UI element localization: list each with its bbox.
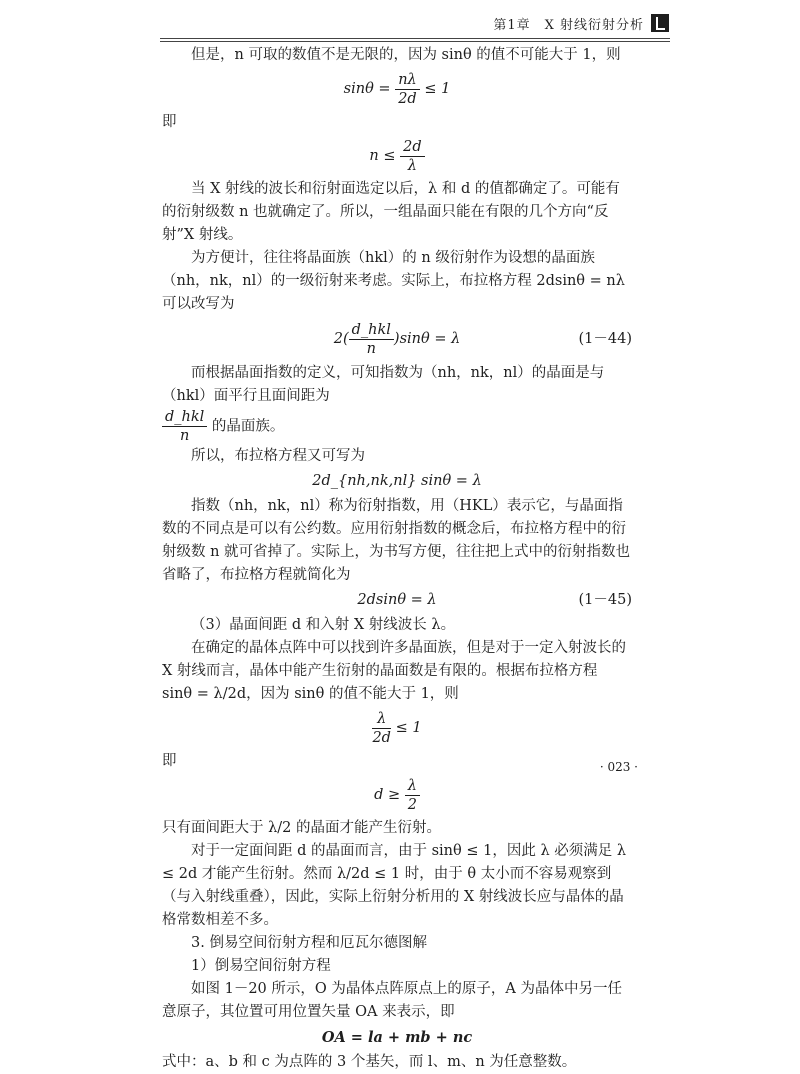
equation-number: (1－44) — [578, 331, 632, 347]
equation-left: d ≥ — [374, 787, 401, 803]
equation-left: n ≤ — [369, 148, 396, 164]
paragraph — [162, 408, 632, 445]
fraction — [372, 710, 391, 747]
chapter-corner-icon — [651, 14, 669, 32]
equation-right: ≤ 1 — [424, 81, 451, 97]
equation — [162, 69, 632, 109]
denominator: λ — [407, 157, 417, 174]
paragraph: 所以，布拉格方程又可写为 — [191, 448, 365, 464]
equation — [162, 136, 632, 176]
equation — [162, 318, 632, 360]
page-number: · 023 · — [599, 760, 638, 774]
fraction — [162, 408, 207, 445]
fraction — [400, 138, 425, 175]
denominator: n — [366, 340, 376, 357]
equation: 2d_{nh,nk,nl} sinθ = λ — [312, 473, 482, 489]
equation-right: )sinθ = λ — [393, 331, 461, 347]
paragraph: 为方便计，往往将晶面族（hkl）的 n 级衍射作为设想的晶面族（nh，nk，nl）的一级衍射来考虑。实际上，布拉格方程 2dsinθ = nλ 可以改写为 — [162, 250, 625, 312]
equation: OA = la + mb + nc — [321, 1029, 473, 1046]
numerator: λ — [405, 777, 420, 796]
fraction — [395, 71, 420, 108]
equation-left: sinθ = — [343, 81, 391, 97]
ji-label: 即 — [162, 753, 177, 769]
equation — [162, 708, 632, 748]
numerator: d_hkl — [162, 408, 207, 427]
paragraph-tail: 的晶面族。 — [211, 418, 285, 435]
paragraph: 当 X 射线的波长和衍射面选定以后，λ 和 d 的值都确定了。可能有的衍射级数 n 也就确定了。所以，一组晶面只能在有限的几个方向“反射”X 射线。 — [162, 181, 620, 243]
fraction — [405, 777, 420, 814]
paragraph: 式中：a、b 和 c 为点阵的 3 个基矢，而 l、m、n 为任意整数。 — [162, 1054, 577, 1070]
running-header: 第1章 X 射线衍射分析 — [493, 18, 644, 33]
paragraph: 对于一定面间距 d 的晶面而言，由于 sinθ ≤ 1，因此 λ 必须满足 λ ≤ 2d 才能产生衍射。然而 λ/2d ≤ 1 时，由于 θ 太小而不容易观察到（与入射线重叠），因此，实际上衍射分析用的 X 射线波长应与晶体的晶格常数相差不多。 — [162, 843, 627, 928]
ji-label: 即 — [162, 114, 177, 130]
denominator: n — [179, 428, 190, 444]
paragraph: 但是，n 可取的数值不是无限的，因为 sinθ 的值不可能大于 1，则 — [191, 47, 621, 63]
paragraph: 在确定的晶体点阵中可以找到许多晶面族，但是对于一定入射波长的 X 射线而言，晶体中能产生衍射的晶面数是有限的。根据布拉格方程 sinθ = λ/2d，因为 sinθ 的值不能大于 1，则 — [162, 640, 626, 702]
subsection-heading: 1）倒易空间衍射方程 — [191, 958, 331, 974]
denominator: 2d — [372, 729, 391, 746]
numerator: 2d — [400, 138, 425, 157]
numerator: nλ — [395, 71, 420, 90]
header-rule-thin — [160, 41, 670, 42]
paragraph: 而根据晶面指数的定义，可知指数为（nh，nk，nl）的晶面是与（hkl）面平行且面间距为 — [162, 365, 605, 404]
body-text — [162, 44, 632, 1074]
numerator: λ — [372, 710, 391, 729]
paragraph: 指数（nh，nk，nl）称为衍射指数，用（HKL）表示它，与晶面指数的不同点是可以有公约数。应用衍射指数的概念后，布拉格方程中的衍射级数 n 就可省掉了。实际上，为书写方便，往往把上式中的衍射指数也省略了，布拉格方程就简化为 — [162, 498, 631, 583]
paragraph: 只有面间距大于 λ/2 的晶面才能产生衍射。 — [162, 820, 442, 836]
equation — [162, 589, 632, 612]
paragraph: 如图 1－20 所示，O 为晶体点阵原点上的原子，A 为晶体中另一任意原子，其位置可用位置矢量 OA 来表示，即 — [162, 981, 622, 1020]
equation — [162, 775, 632, 815]
paragraph: （3）晶面间距 d 和入射 X 射线波长 λ。 — [191, 617, 456, 633]
equation-number: (1－45) — [578, 592, 632, 608]
equation-body: 2dsinθ = λ — [357, 592, 437, 608]
header-rule — [160, 38, 670, 39]
fraction — [349, 321, 394, 358]
denominator: 2 — [407, 796, 417, 813]
section-heading: 3. 倒易空间衍射方程和厄瓦尔德图解 — [191, 935, 427, 951]
equation-left: 2( — [333, 331, 349, 347]
denominator: 2d — [398, 90, 417, 107]
equation-right: ≤ 1 — [395, 720, 422, 736]
numerator: d_hkl — [349, 321, 394, 340]
